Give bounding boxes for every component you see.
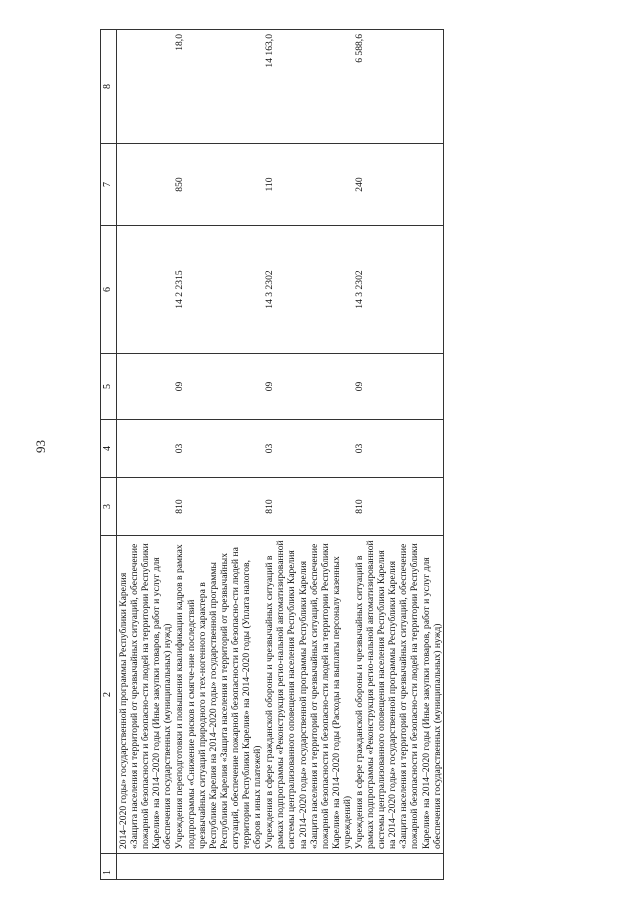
- row-admin-code: [117, 478, 174, 536]
- row-section: 03: [263, 420, 353, 478]
- row-amount: 18,0: [173, 30, 263, 144]
- row-description: Учреждения в сфере гражданской обороны и чрезвычайных ситуаций в рамках подпрограммы «Реконструкция регио-нальной автоматизированной системы централизованного оповещения населения Республики Карелия на 2014–2020 годы» государственной программы Республики Карелия «Защита населения и территорий от чрезвычайных ситуаций, обеспечение пожарной безопасности и безопасно-сти людей на территории Республики Карелия» на 2014–2020 годы (Расходы на выплаты персоналу казенных учреждений): [263, 536, 353, 854]
- row-subsection: [117, 354, 174, 420]
- row-expense-type: 240: [353, 144, 443, 226]
- row-col-1: [353, 854, 443, 880]
- row-col-1: [263, 854, 353, 880]
- header-col-2: 2: [101, 536, 117, 854]
- table-row: [353, 30, 443, 880]
- header-col-7: 7: [101, 144, 117, 226]
- rotated-table-wrapper: [100, 30, 560, 880]
- row-admin-code: 810: [173, 478, 263, 536]
- row-description: 2014–2020 годы» государственной программы Республики Карелия «Защита населения и территорий от чрезвычайных ситуаций, обеспечение пожарной безопасности и безопасно-сти людей на территории Республики Карелия» на 2014–2020 годы (Иные закупки товаров, работ и услуг для обеспечения государственных (муниципальных) нужд): [117, 536, 174, 854]
- row-subsection: 09: [353, 354, 443, 420]
- row-section: 03: [353, 420, 443, 478]
- row-target-article: 14 3 2302: [353, 226, 443, 354]
- header-row: [101, 30, 117, 880]
- row-section: 03: [173, 420, 263, 478]
- row-amount: [117, 30, 174, 144]
- row-expense-type: [117, 144, 174, 226]
- table-row: [263, 30, 353, 880]
- row-amount: 14 163,0: [263, 30, 353, 144]
- row-admin-code: 810: [263, 478, 353, 536]
- row-admin-code: 810: [353, 478, 443, 536]
- row-expense-type: 110: [263, 144, 353, 226]
- header-col-6: 6: [101, 226, 117, 354]
- table-row: [173, 30, 263, 880]
- row-amount: 6 588,6: [353, 30, 443, 144]
- row-description: Учреждения переподготовки и повышения квалификации кадров в рамках подпрограммы «Снижение рисков и смягче-ние последствий чрезвычайных ситуаций природного и тех-ногенного характера в Республике Карелия на 2014–2020 годы» государственной программы Республики Карелия «Защита населения и территорий от чрезвычайных ситуаций, обеспечение пожарной безопасности и безопасно-сти людей на территории Республики Карелия» на 2014–2020 годы (Уплата налогов, сборов и иных платежей): [173, 536, 263, 854]
- row-target-article: 14 2 2315: [173, 226, 263, 354]
- header-col-8: 8: [101, 30, 117, 144]
- row-col-1: [117, 854, 174, 880]
- table-row: [117, 30, 174, 880]
- row-target-article: [117, 226, 174, 354]
- header-col-3: 3: [101, 478, 117, 536]
- header-col-1: 1: [101, 854, 117, 880]
- page-number: 93: [33, 440, 48, 453]
- row-target-article: 14 3 2302: [263, 226, 353, 354]
- budget-table: [100, 29, 444, 880]
- row-col-1: [173, 854, 263, 880]
- header-col-4: 4: [101, 420, 117, 478]
- header-col-5: 5: [101, 354, 117, 420]
- row-section: [117, 420, 174, 478]
- row-description: Учреждения в сфере гражданской обороны и чрезвычайных ситуаций в рамках подпрограммы «Реконструкция регио-нальной автоматизированной системы централизованного оповещения населения Республики Карелия на 2014–2020 годы» государственной программы Республики Карелия «Защита населения и территорий от чрезвычайных ситуаций, обеспечение пожарной безопасности и безопасно-сти людей на территории Республики Карелия» на 2014–2020 годы (Иные закупки товаров, работ и услуг для обеспечения государственных (муниципальных) нужд): [353, 536, 443, 854]
- row-expense-type: 850: [173, 144, 263, 226]
- row-subsection: 09: [173, 354, 263, 420]
- row-subsection: 09: [263, 354, 353, 420]
